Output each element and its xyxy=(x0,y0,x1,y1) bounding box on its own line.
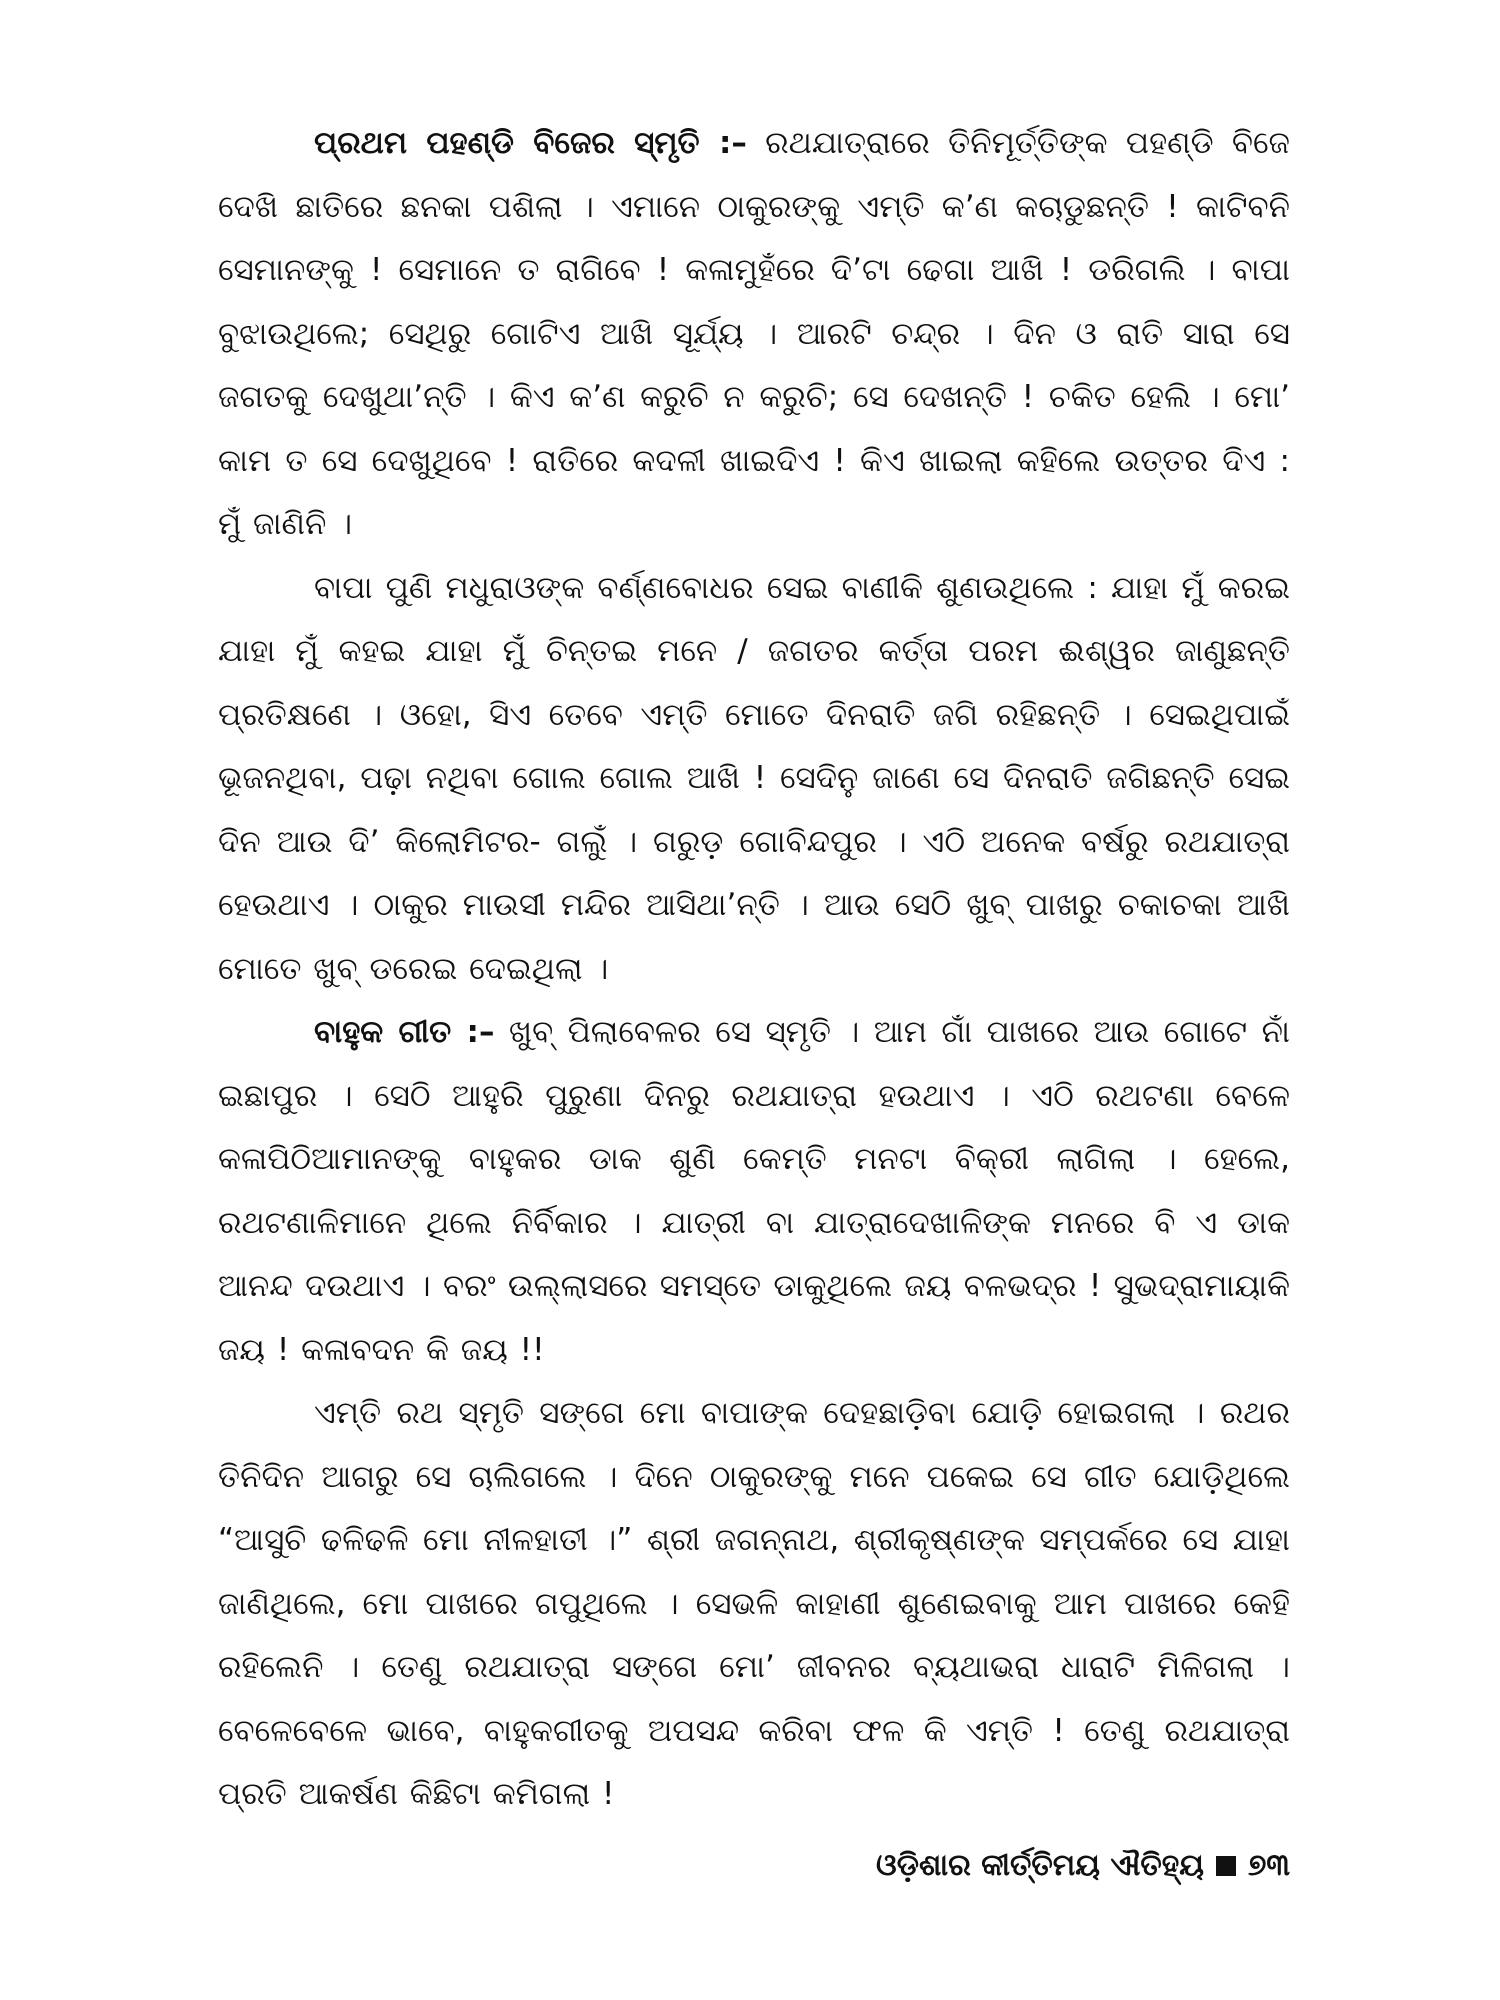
paragraph-heading: ପ୍ରଥମ ପହଣ୍ଡି ବିଜେର ସ୍ମୃତି :– xyxy=(314,125,747,161)
paragraph-heading: ବାହୁକ ଗୀତ :– xyxy=(314,1014,495,1050)
square-bullet-icon xyxy=(1216,1856,1236,1876)
paragraph-bahuka-gita xyxy=(218,1001,1290,1382)
paragraph-text: ଏମ୍ତି ରଥ ସ୍ମୃତି ସଙ୍ଗେ ମୋ ବାପାଙ୍କ ଦେହଛାଡ଼ିବା ଯୋଡ଼ି ହୋଇଗଲା । ରଥର ତିନିଦିନ ଆଗରୁ ସେ ଚାଲିଗଲେ । ଦିନେ ଠାକୁରଙ୍କୁ ମନେ ପକେଇ ସେ ଗୀତ ଯୋଡ଼ିଥିଲେ “ଆସୁଚି ଢଳିଢଳି ମୋ ନୀଳହାତୀ ।” ଶ୍ରୀ ଜଗନ୍ନାଥ, ଶ୍ରୀକୃଷ୍ଣଙ୍କ ସମ୍ପର୍କରେ ସେ ଯାହା ଜାଣିଥିଲେ, ମୋ ପାଖରେ ଗପୁଥିଲେ । ସେଭଳି କାହାଣୀ ଶୁଣେଇବାକୁ ଆମ ପାଖରେ କେହି ରହିଲେନି । ତେଣୁ ରଥଯାତ୍ରା ସଙ୍ଗେ ମୋ’ ଜୀବନର ବ୍ୟଥାଭରା ଧାରାଟି ମିଳିଗଲା । ବେଳେବେଳେ ଭାବେ, ବାହୁକଗୀତକୁ ଅପସନ୍ଦ କରିବା ଫଳ କି ଏମ୍ତି ! ତେଣୁ ରଥଯାତ୍ରା ପ୍ରତି ଆକର୍ଷଣ କିଛିଟା କମିଗଲା ! xyxy=(218,1395,1290,1812)
page-number: ୭୩ xyxy=(1248,1848,1290,1883)
paragraph-barnabodha xyxy=(218,557,1290,1002)
paragraph-text: ବାପା ପୁଣି ମଧୁରାଓଙ୍କ ବର୍ଣ୍ଣବୋଧର ସେଇ ବାଣୀକି ଶୁଣଉଥିଲେ : ଯାହା ମୁଁ କରଇ ଯାହା ମୁଁ କହଇ ଯାହା ମୁଁ ଚିନ୍ତଇ ମନେ / ଜଗତର କର୍ତ୍ତା ପରମ ଈଶ୍ୱର ଜାଣୁଛନ୍ତି ପ୍ରତିକ୍ଷଣେ । ଓହୋ, ସିଏ ତେବେ ଏମ୍ତି ମୋତେ ଦିନରାତି ଜଗି ରହିଛନ୍ତି । ସେଇଥିପାଇଁ ଭୂଜନଥିବା, ପଢ଼ା ନଥିବା ଗୋଲ ଗୋଲ ଆଖି ! ସେଦିନୁ ଜାଣେ ସେ ଦିନରାତି ଜଗିଛନ୍ତି ସେଇ ଦିନ ଆଉ ଦି’ କିଲୋମିଟର- ଗଲୁଁ । ଗରୁଡ଼ ଗୋବିନ୍ଦପୁର । ଏଠି ଅନେକ ବର୍ଷରୁ ରଥଯାତ୍ରା ହେଉଥାଏ । ଠାକୁର ମାଉସୀ ମନ୍ଦିର ଆସିଥା’ନ୍ତି । ଆଉ ସେଠି ଖୁବ୍ ପାଖରୁ ଚକାଚକା ଆଖି ମୋତେ ଖୁବ୍ ଡରେଇ ଦେଇଥିଲା । xyxy=(218,569,1290,987)
paragraph-father-memory xyxy=(218,1382,1290,1827)
book-title: ଓଡ଼ିଶାର କୀର୍ତ୍ତିମୟ ଐତିହ୍ୟ xyxy=(876,1848,1205,1883)
paragraph-text: ଖୁବ୍ ପିଲାବେଳର ସେ ସ୍ମୃତି । ଆମ ଗାଁ ପାଖରେ ଆଉ ଗୋଟେ ନାଁ ଇଛାପୁର । ସେଠି ଆହୁରି ପୁରୁଣା ଦିନରୁ ରଥଯାତ୍ରା ହଉଥାଏ । ଏଠି ରଥଟଣା ବେଳେ କଳାପିଠିଆମାନଙ୍କୁ ବାହୁକର ଡାକ ଶୁଣି କେମ୍ତି ମନଟା ବିକ୍ରୀ ଲାଗିଲା । ହେଲେ, ରଥଟଣାଳିମାନେ ଥିଲେ ନିର୍ବିକାର । ଯାତ୍ରୀ ବା ଯାତ୍ରାଦେଖାଳିଙ୍କ ମନରେ ବି ଏ ଡାକ ଆନନ୍ଦ ଦଉଥାଏ । ବରଂ ଉଲ୍ଲାସରେ ସମସ୍ତେ ଡାକୁଥିଲେ ଜୟ ବଳଭଦ୍ର ! ସୁଭଦ୍ରାମାୟାକି ଜୟ ! କଳାବଦନ କି ଜୟ !! xyxy=(218,1014,1291,1368)
paragraph-first-pahandi xyxy=(218,112,1290,557)
page-footer xyxy=(876,1848,1290,1883)
book-page xyxy=(218,112,1290,1872)
paragraph-text: ରଥଯାତ୍ରାରେ ତିନିମୂର୍ତ୍ତିଙ୍କ ପହଣ୍ଡି ବିଜେ ଦେଖି ଛାତିରେ ଛନକା ପଶିଲା । ଏମାନେ ଠାକୁରଙ୍କୁ ଏମ୍ତି କ’ଣ କଚାଡୁଛନ୍ତି ! କାଟିବନି ସେମାନଙ୍କୁ ! ସେମାନେ ତ ରାଗିବେ ! କଳାମୁହଁରେ ଦି’ଟା ଢେଗା ଆଖି ! ଡରିଗଲି । ବାପା ବୁଝାଉଥିଲେ; ସେଥିରୁ ଗୋଟିଏ ଆଖି ସୂର୍ଯ୍ୟ । ଆରଟି ଚନ୍ଦ୍ର । ଦିନ ଓ ରାତି ସାରା ସେ ଜଗତକୁ ଦେଖୁଥା’ନ୍ତି । କିଏ କ’ଣ କରୁଚି ନ କରୁଚି; ସେ ଦେଖନ୍ତି ! ଚକିତ ହେଲି । ମୋ’ କାମ ତ ସେ ଦେଖୁଥିବେ ! ରାତିରେ କଦଳୀ ଖାଇଦିଏ ! କିଏ ଖାଇଲା କହିଲେ ଉତ୍ତର ଦିଏ : ମୁଁ ଜାଣିନି । xyxy=(218,125,1290,542)
